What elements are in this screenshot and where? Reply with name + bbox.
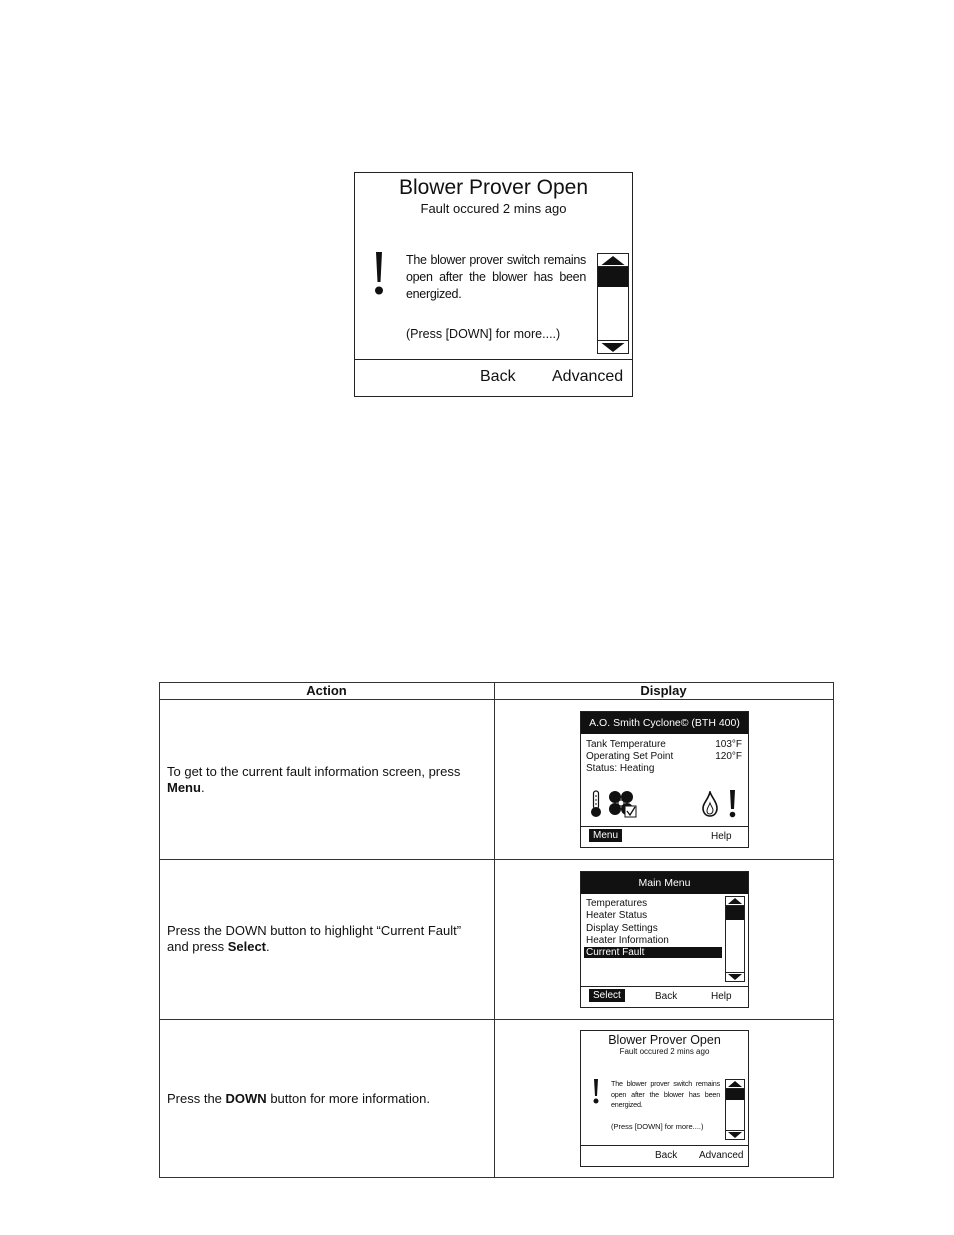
action-text: . [266, 939, 270, 954]
advanced-button[interactable]: Advanced [699, 1150, 744, 1161]
fault-footer [581, 1145, 748, 1167]
fault-message: The blower prover switch remains open after the blower has been energized. [611, 1079, 720, 1109]
main-menu-screen [580, 871, 749, 1008]
menu-item-current-fault[interactable]: Current Fault [584, 947, 722, 958]
scrollbar[interactable] [597, 253, 629, 354]
exclamation-icon [374, 252, 384, 296]
scroll-thumb[interactable] [726, 1089, 744, 1100]
main-menu-footer [581, 986, 748, 1008]
status-label: Status: Heating [586, 763, 655, 774]
back-button[interactable]: Back [655, 991, 678, 1002]
fault-screen-small [580, 1030, 749, 1167]
action-text: Press the [167, 1091, 226, 1106]
fan-icon [608, 790, 638, 818]
action-keyword: DOWN [225, 1091, 267, 1106]
scroll-up-arrow-icon[interactable] [726, 1080, 744, 1088]
tank-temperature-value: 103°F [715, 739, 742, 750]
scroll-down-arrow-icon[interactable] [726, 973, 744, 981]
help-button[interactable]: Help [711, 991, 732, 1002]
set-point-label: Operating Set Point [586, 751, 674, 762]
action-step-2 [167, 923, 485, 955]
exclamation-icon [729, 790, 736, 818]
scroll-up-arrow-icon[interactable] [726, 897, 744, 905]
scroll-down-arrow-icon[interactable] [598, 341, 628, 353]
scroll-thumb[interactable] [598, 267, 628, 287]
scroll-down-arrow-icon[interactable] [726, 1131, 744, 1139]
fault-title: Blower Prover Open [608, 1033, 721, 1047]
scrollbar[interactable] [725, 1079, 745, 1140]
menu-item-heater-status[interactable]: Heater Status [586, 910, 648, 921]
action-keyword: Menu [167, 780, 201, 795]
header-display: Display [640, 683, 687, 698]
home-title: A.O. Smith Cyclone© (BTH 400) [581, 712, 748, 734]
select-button[interactable]: Select [589, 989, 625, 1002]
instruction-table [159, 682, 834, 1178]
thermometer-icon [590, 790, 602, 818]
main-menu-title: Main Menu [581, 872, 748, 894]
action-text: To get to the current fault information screen, press [167, 764, 461, 779]
scroll-thumb[interactable] [726, 906, 744, 920]
action-step-1 [167, 764, 485, 796]
action-step-3 [167, 1091, 485, 1107]
menu-button[interactable]: Menu [589, 829, 622, 842]
action-text: . [200, 780, 205, 795]
menu-item-heater-information[interactable]: Heater Information [586, 935, 669, 946]
scroll-up-arrow-icon[interactable] [598, 254, 628, 266]
home-screen [580, 711, 749, 848]
menu-item-display-settings[interactable]: Display Settings [586, 923, 658, 934]
fault-subtitle: Fault occured 2 mins ago [420, 201, 567, 216]
back-button[interactable]: Back [655, 1150, 678, 1161]
home-footer [581, 826, 748, 848]
help-button[interactable]: Help [711, 831, 732, 842]
fault-message: The blower prover switch remains open after the blower has been energized. [406, 253, 586, 301]
fault-footer [355, 359, 632, 397]
back-button[interactable]: Back [480, 368, 516, 385]
flame-icon [702, 791, 718, 817]
more-hint: (Press [DOWN] for more....) [611, 1122, 704, 1131]
exclamation-icon [593, 1079, 599, 1104]
header-action: Action [306, 683, 347, 698]
menu-item-temperatures[interactable]: Temperatures [586, 898, 648, 909]
fault-subtitle: Fault occured 2 mins ago [619, 1047, 710, 1056]
menu-scrollbar[interactable] [725, 896, 745, 982]
more-hint: (Press [DOWN] for more....) [406, 327, 561, 341]
fault-screen-large [354, 172, 633, 397]
tank-temperature-label: Tank Temperature [586, 739, 666, 750]
action-keyword: Select [227, 939, 267, 954]
set-point-value: 120°F [715, 751, 742, 762]
advanced-button[interactable]: Advanced [552, 368, 624, 385]
action-text: button for more information. [266, 1091, 431, 1106]
action-text: Press the DOWN button to highlight “Current Fault” and press [167, 923, 462, 954]
fault-title: Blower Prover Open [398, 176, 589, 199]
